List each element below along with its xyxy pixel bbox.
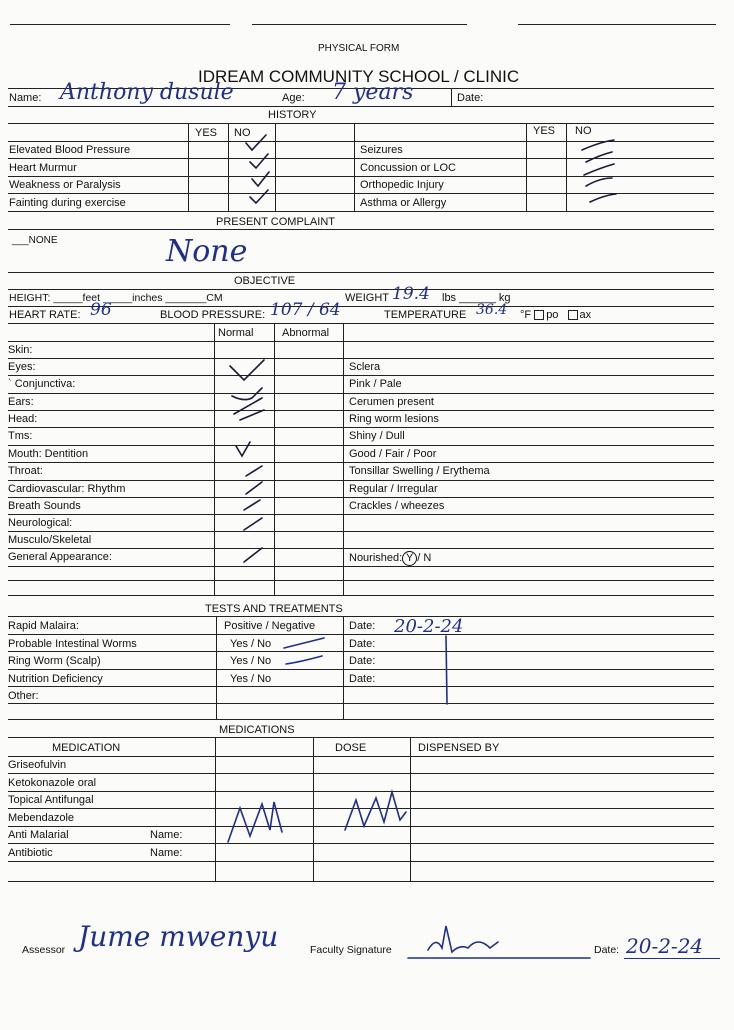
weight-handwritten: 19.4 [392,284,430,304]
exam-row-label: Tms: [8,430,33,442]
heart-rate-label: HEART RATE: [9,309,81,321]
exam-row-label: Cardiovascular: Rhythm [8,483,126,495]
tests-header: Positive / Negative [224,620,316,632]
patient-age-handwritten: 7 years [332,80,414,105]
medication-item: Antibiotic [8,846,53,859]
history-yes-header-right: YES [533,125,556,137]
complaint-title: PRESENT COMPLAINT [216,216,335,228]
exam-note: Ring worm lesions [349,413,439,425]
footer-date-label: Date: [594,944,620,956]
assessor-label: Assessor [22,944,66,956]
test-date-label: Date: [349,672,376,685]
test-answer: Yes / No [230,655,272,667]
history-item: Seizures [360,144,403,156]
test-row-label: Other: [8,690,39,702]
temperature-handwritten: 36.4 [476,302,508,318]
exam-note: Cerumen present [349,396,434,408]
patient-name-handwritten: Anthony dusule [60,80,234,105]
nourished-no: / N [417,552,432,564]
temperature-unit: °F [520,309,532,321]
history-yes-header: YES [195,127,218,139]
exam-row-label: Breath Sounds [8,500,81,512]
objective-title: OBJECTIVE [234,275,296,287]
test-date-label: Date: [349,637,376,650]
exam-row-label: Throat: [8,465,43,477]
exam-row-label: Ears: [8,396,34,408]
history-item: Fainting during exercise [9,197,126,209]
history-item: Heart Murmur [9,162,77,174]
name-label: Name: [9,92,42,104]
history-item: Asthma or Allergy [360,197,447,209]
history-item: Orthopedic Injury [360,179,444,191]
weight-label: WEIGHT [345,292,389,304]
exam-row-label: Musculo/Skeletal [8,534,92,546]
bp-label: BLOOD PRESSURE: [160,309,266,321]
nourished-label: Nourished: [349,552,403,564]
temperature-label: TEMPERATURE [384,309,467,321]
ax-label: ax [579,309,592,321]
test-answer: Yes / No [230,672,272,685]
history-title: HISTORY [268,109,317,121]
weight-units: lbs ______ kg [442,292,511,304]
exam-note: Crackles / wheezes [349,500,445,512]
test-row-label: Probable Intestinal Worms [8,637,137,650]
test-answer: Yes / No [230,637,272,650]
history-no-header-right: NO [575,125,592,137]
test-row-label: Rapid Malaira: [8,620,79,632]
faculty-signature-label: Faculty Signature [310,944,392,956]
form-label: PHYSICAL FORM [318,43,400,54]
dispensed-col-header: DISPENSED BY [418,742,500,754]
tests-date-handwritten: 20-2-24 [394,616,464,637]
exam-row-label: Neurological: [8,517,73,529]
medication-item: Griseofulvin [8,759,67,771]
medication-item: Mebendazole [8,811,75,824]
date-label: Date: [457,92,484,104]
exam-note: Good / Fair / Poor [349,448,437,460]
age-label: Age: [282,92,305,104]
history-item: Elevated Blood Pressure [9,144,131,156]
exam-note: Sclera [349,361,381,373]
exam-note: Tonsillar Swelling / Erythema [349,465,490,477]
exam-row-label: Eyes: [8,361,36,373]
medication-name-label: Name: [150,846,183,859]
test-row-label: Ring Worm (Scalp) [8,655,101,667]
medication-name-label: Name: [150,829,183,841]
complaint-printed: ___NONE [12,235,58,246]
test-date-label: Date: [349,620,376,632]
dose-col-header: DOSE [335,742,367,754]
school-title: IDREAM COMMUNITY SCHOOL / CLINIC [198,67,520,86]
history-item: Weakness or Paralysis [9,179,121,191]
footer-date-handwritten: 20-2-24 [626,934,704,958]
tests-title: TESTS AND TREATMENTS [205,603,343,615]
abnormal-header: Abnormal [282,327,330,339]
bp-handwritten: 107 / 64 [270,300,341,320]
complaint-handwritten: None [166,234,248,269]
height-line: HEIGHT: _____feet _____inches _______CM [9,292,223,304]
exam-row-label: General Appearance: [8,551,112,563]
medication-col-header: MEDICATION [52,742,121,754]
history-item: Concussion or LOC [360,162,456,174]
test-date-label: Date: [349,655,376,667]
exam-row-label: Mouth: Dentition [8,448,89,460]
exam-row-label: Head: [8,413,38,425]
normal-header: Normal [218,327,254,339]
exam-note: Shiny / Dull [349,430,405,442]
assessor-signature: Jume mwenyu [78,920,279,953]
nourished-yes-circled: Y [402,551,417,566]
exam-row-label: Skin: [8,344,33,356]
medication-item: Anti Malarial [8,829,69,841]
medications-title: MEDICATIONS [219,724,295,736]
heart-rate-handwritten: 96 [90,300,112,320]
exam-note: Pink / Pale [349,378,402,390]
exam-row-label: ` Conjunctiva: [8,378,76,390]
exam-note: Regular / Irregular [349,483,438,495]
medication-item: Topical Antifungal [8,794,94,806]
test-row-label: Nutrition Deficiency [8,672,103,685]
po-label: po [546,309,559,321]
medication-item: Ketokonazole oral [8,776,97,789]
history-no-header: NO [234,127,251,139]
